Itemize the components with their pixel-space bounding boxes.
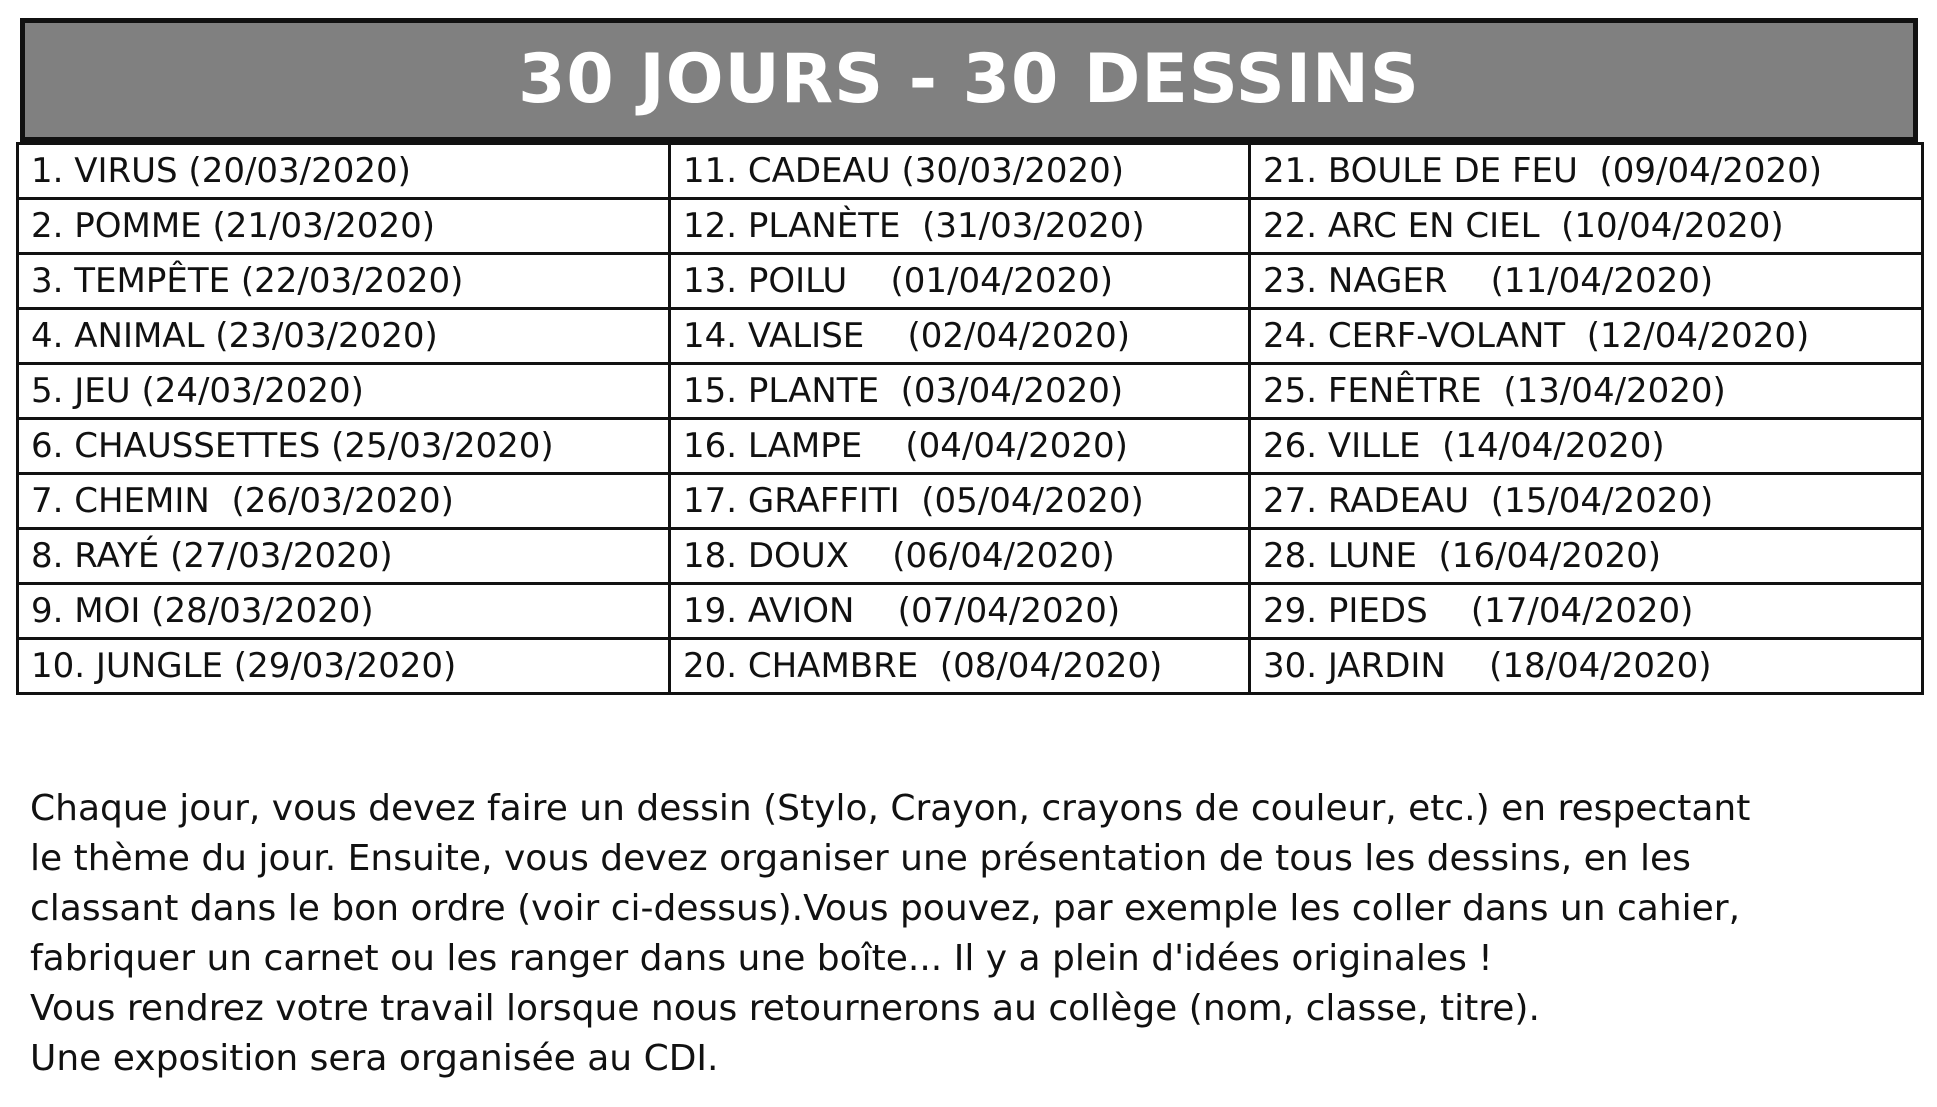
table-row [18,254,1923,309]
table-cell: 4. ANIMAL (23/03/2020) [18,309,670,364]
table-cell: 25. FENÊTRE (13/04/2020) [1250,364,1923,419]
table-row [18,474,1923,529]
table-row [18,364,1923,419]
table-cell: 20. CHAMBRE (08/04/2020) [670,639,1250,694]
table-cell: 27. RADEAU (15/04/2020) [1250,474,1923,529]
table-row [18,199,1923,254]
instruction-line: fabriquer un carnet ou les ranger dans une boîte... Il y a plein d'idées originales ! [30,938,1493,979]
table-cell: 9. MOI (28/03/2020) [18,584,670,639]
table-cell: 11. CADEAU (30/03/2020) [670,144,1250,199]
table-cell: 5. JEU (24/03/2020) [18,364,670,419]
table-cell: 21. BOULE DE FEU (09/04/2020) [1250,144,1923,199]
table-cell: 6. CHAUSSETTES (25/03/2020) [18,419,670,474]
table-cell: 17. GRAFFITI (05/04/2020) [670,474,1250,529]
instruction-line: Chaque jour, vous devez faire un dessin (Stylo, Crayon, crayons de couleur, etc.) en respectant [30,788,1751,829]
table-cell: 1. VIRUS (20/03/2020) [18,144,670,199]
table-cell: 30. JARDIN (18/04/2020) [1250,639,1923,694]
instruction-line: classant dans le bon ordre (voir ci-dessus).Vous pouvez, par exemple les coller dans un cahier, [30,888,1741,929]
instruction-line: Vous rendrez votre travail lorsque nous retournerons au collège (nom, classe, titre). [30,988,1540,1029]
table-row [18,529,1923,584]
table-cell: 8. RAYÉ (27/03/2020) [18,529,670,584]
table-cell: 14. VALISE (02/04/2020) [670,309,1250,364]
table-cell: 2. POMME (21/03/2020) [18,199,670,254]
page-title: 30 JOURS - 30 DESSINS [518,40,1420,119]
table-cell: 10. JUNGLE (29/03/2020) [18,639,670,694]
table-cell: 26. VILLE (14/04/2020) [1250,419,1923,474]
table-row [18,584,1923,639]
table-cell: 29. PIEDS (17/04/2020) [1250,584,1923,639]
table-cell: 3. TEMPÊTE (22/03/2020) [18,254,670,309]
table-cell: 18. DOUX (06/04/2020) [670,529,1250,584]
table-row [18,309,1923,364]
table-cell: 7. CHEMIN (26/03/2020) [18,474,670,529]
instructions-paragraph [30,784,1910,1084]
table-row [18,639,1923,694]
table-cell: 24. CERF-VOLANT (12/04/2020) [1250,309,1923,364]
title-banner [20,18,1918,142]
table-cell: 12. PLANÈTE (31/03/2020) [670,199,1250,254]
table-row [18,419,1923,474]
table-cell: 23. NAGER (11/04/2020) [1250,254,1923,309]
table-cell: 19. AVION (07/04/2020) [670,584,1250,639]
instruction-line: Une exposition sera organisée au CDI. [30,1038,719,1079]
table-cell: 16. LAMPE (04/04/2020) [670,419,1250,474]
table-cell: 22. ARC EN CIEL (10/04/2020) [1250,199,1923,254]
table-row [18,144,1923,199]
table-cell: 15. PLANTE (03/04/2020) [670,364,1250,419]
instruction-line: le thème du jour. Ensuite, vous devez organiser une présentation de tous les dessins, en les [30,838,1691,879]
drawing-schedule-table [16,142,1924,695]
table-cell: 13. POILU (01/04/2020) [670,254,1250,309]
table-cell: 28. LUNE (16/04/2020) [1250,529,1923,584]
